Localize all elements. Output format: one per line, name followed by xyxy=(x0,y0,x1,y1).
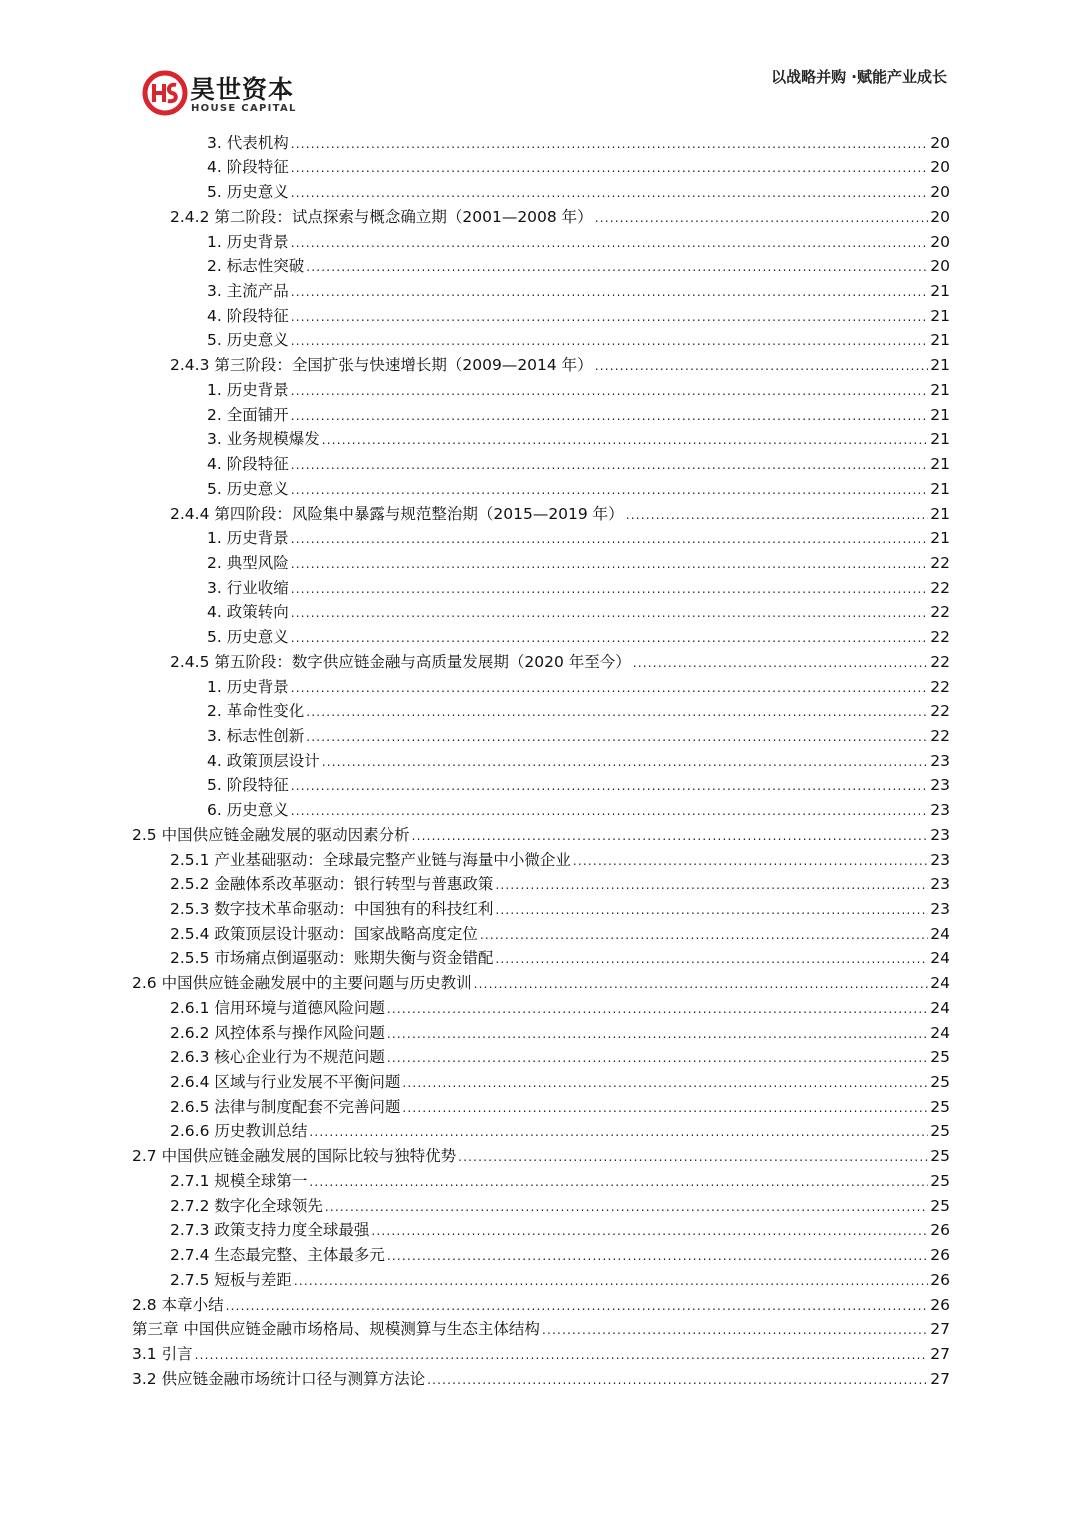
toc-entry[interactable] xyxy=(132,1242,950,1267)
toc-entry[interactable] xyxy=(132,501,950,526)
toc-entry[interactable] xyxy=(132,896,950,921)
toc-entry-label: 2.6.4 区域与行业发展不平衡问题 xyxy=(170,1073,401,1092)
toc-entry[interactable] xyxy=(132,130,950,155)
header-slogan: 以战略并购 ·赋能产业成长 xyxy=(771,68,947,86)
toc-entry-label: 2.5.3 数字技术革命驱动：中国独有的科技红利 xyxy=(170,900,494,918)
toc-entry[interactable] xyxy=(132,179,950,204)
toc-entry-label: 2.6.3 核心企业行为不规范问题 xyxy=(170,1048,385,1067)
toc-dot-leader xyxy=(402,1100,928,1116)
toc-entry-page: 21 xyxy=(930,430,950,449)
toc-entry-label: 2.7 中国供应链金融发展的国际比较与独特优势 xyxy=(132,1147,457,1166)
toc-dot-leader xyxy=(291,408,929,424)
toc-entry-page: 26 xyxy=(930,1246,950,1265)
toc-entry[interactable] xyxy=(132,254,950,279)
toc-entry[interactable] xyxy=(132,1119,950,1144)
toc-entry-page: 23 xyxy=(930,801,950,820)
toc-entry-page: 22 xyxy=(930,553,950,572)
toc-entry-page: 27 xyxy=(930,1369,950,1388)
toc-entry[interactable] xyxy=(132,822,950,847)
toc-dot-leader xyxy=(291,457,929,473)
toc-entry-page: 22 xyxy=(930,578,950,597)
toc-entry-label: 第三章 中国供应链金融市场格局、规模测算与生态主体结构 xyxy=(132,1320,540,1339)
toc-entry-label: 2.7.2 数字化全球领先 xyxy=(170,1196,323,1215)
toc-entry[interactable] xyxy=(132,1218,950,1243)
toc-entry-page: 25 xyxy=(930,1122,950,1141)
toc-entry-label: 2.4.4 第四阶段：风险集中暴露与规范整治期（2015—2019 年） xyxy=(170,504,624,523)
toc-entry[interactable] xyxy=(132,970,950,995)
toc-entry-label: 5. 阶段特征 xyxy=(207,776,289,795)
toc-entry-page: 25 xyxy=(930,1196,950,1215)
toc-entry-label: 4. 政策顶层设计 xyxy=(207,751,320,770)
toc-entry-label: 3. 代表机构 xyxy=(207,133,289,152)
toc-entry-label: 1. 历史背景 xyxy=(207,529,289,548)
toc-entry-label: 3.1 引言 xyxy=(132,1344,193,1363)
toc-dot-leader xyxy=(195,1347,929,1363)
toc-entry-label: 2.6.1 信用环境与道德风险问题 xyxy=(170,998,385,1017)
toc-dot-leader xyxy=(458,1149,928,1165)
toc-dot-leader xyxy=(322,432,929,448)
toc-entry-label: 5. 历史意义 xyxy=(207,479,289,498)
toc-entry-label: 4. 阶段特征 xyxy=(207,306,289,325)
toc-dot-leader xyxy=(226,1298,929,1314)
toc-entry-page: 25 xyxy=(930,1073,950,1092)
toc-entry-label: 5. 历史意义 xyxy=(207,331,289,350)
toc-entry-label: 2.4.2 第二阶段：试点探索与概念确立期（2001—2008 年） xyxy=(170,207,593,226)
toc-dot-leader xyxy=(427,1372,928,1388)
toc-dot-leader xyxy=(387,1050,928,1066)
toc-dot-leader xyxy=(322,754,929,770)
toc-dot-leader xyxy=(291,680,929,696)
toc-entry[interactable] xyxy=(132,1317,950,1342)
toc-dot-leader xyxy=(306,729,928,745)
toc-dot-leader xyxy=(291,333,929,349)
toc-entry-label: 2. 典型风险 xyxy=(207,553,289,572)
toc-entry-page: 26 xyxy=(930,1270,950,1289)
toc-entry-page: 21 xyxy=(930,380,950,399)
toc-entry[interactable] xyxy=(132,1045,950,1070)
toc-entry[interactable] xyxy=(132,278,950,303)
toc-entry-page: 21 xyxy=(930,356,950,375)
toc-dot-leader xyxy=(387,1001,928,1017)
toc-dot-leader xyxy=(291,605,929,621)
toc-entry-page: 22 xyxy=(930,652,950,671)
toc-entry-label: 3. 业务规模爆发 xyxy=(207,430,320,449)
page-header xyxy=(0,0,1080,125)
toc-dot-leader xyxy=(291,284,929,300)
toc-entry-label: 2.5.1 产业基础驱动：全球最完整产业链与海量中小微企业 xyxy=(170,850,571,869)
toc-entry-page: 22 xyxy=(930,726,950,745)
toc-dot-leader xyxy=(291,482,929,498)
toc-entry-page: 23 xyxy=(930,751,950,770)
toc-entry[interactable] xyxy=(132,1094,950,1119)
toc-entry-page: 20 xyxy=(930,257,950,276)
toc-dot-leader xyxy=(306,704,928,720)
toc-entry-label: 2.5.4 政策顶层设计驱动：国家战略高度定位 xyxy=(170,924,478,943)
toc-dot-leader xyxy=(495,951,928,967)
toc-entry[interactable] xyxy=(132,155,950,180)
toc-entry-page: 23 xyxy=(930,850,950,869)
toc-dot-leader xyxy=(387,1026,928,1042)
toc-entry-label: 2.8 本章小结 xyxy=(132,1295,224,1314)
toc-entry[interactable] xyxy=(132,748,950,773)
toc-entry-label: 2.6.5 法律与制度配套不完善问题 xyxy=(170,1097,401,1116)
toc-entry-page: 27 xyxy=(930,1320,950,1339)
toc-dot-leader xyxy=(291,160,929,176)
toc-dot-leader xyxy=(291,309,929,325)
toc-entry[interactable] xyxy=(132,1366,950,1391)
toc-entry-page: 26 xyxy=(930,1221,950,1240)
toc-entry-label: 3. 标志性创新 xyxy=(207,726,305,745)
toc-dot-leader xyxy=(402,1075,928,1091)
toc-entry-label: 4. 阶段特征 xyxy=(207,158,289,177)
toc-entry[interactable] xyxy=(132,352,950,377)
toc-entry-page: 22 xyxy=(930,702,950,721)
toc-entry-label: 2. 革命性变化 xyxy=(207,702,305,721)
toc-entry-label: 2.7.1 规模全球第一 xyxy=(170,1171,308,1190)
toc-dot-leader xyxy=(595,358,929,374)
toc-entry-page: 23 xyxy=(930,900,950,918)
toc-entry-label: 2.5.2 金融体系改革驱动：银行转型与普惠政策 xyxy=(170,875,494,894)
toc-entry-label: 6. 历史意义 xyxy=(207,801,289,820)
toc-entry[interactable] xyxy=(132,674,950,699)
toc-dot-leader xyxy=(371,1223,928,1239)
toc-entry-page: 25 xyxy=(930,1048,950,1067)
toc-dot-leader xyxy=(291,136,929,152)
toc-entry-page: 21 xyxy=(930,331,950,350)
toc-dot-leader xyxy=(291,235,929,251)
toc-entry-page: 22 xyxy=(930,628,950,647)
toc-entry-label: 1. 历史背景 xyxy=(207,677,289,696)
toc-dot-leader xyxy=(573,853,928,869)
toc-dot-leader xyxy=(306,259,928,275)
house-capital-logo xyxy=(142,70,312,120)
toc-dot-leader xyxy=(294,1273,928,1289)
toc-dot-leader xyxy=(626,507,929,523)
toc-entry-label: 3.2 供应链金融市场统计口径与测算方法论 xyxy=(132,1369,426,1388)
toc-entry[interactable] xyxy=(132,946,950,971)
logo-chinese-text: 昊世资本 xyxy=(190,75,295,104)
toc-dot-leader xyxy=(309,1124,928,1140)
toc-entry-page: 21 xyxy=(930,479,950,498)
toc-entry-page: 20 xyxy=(930,158,950,177)
toc-dot-leader xyxy=(291,383,929,399)
toc-dot-leader xyxy=(633,655,929,671)
toc-entry[interactable] xyxy=(132,847,950,872)
toc-entry-page: 20 xyxy=(930,232,950,251)
toc-entry-label: 1. 历史背景 xyxy=(207,232,289,251)
toc-entry[interactable] xyxy=(132,451,950,476)
toc-entry[interactable] xyxy=(132,600,950,625)
toc-entry-page: 26 xyxy=(930,1295,950,1314)
toc-dot-leader xyxy=(595,210,929,226)
toc-entry-label: 2. 全面铺开 xyxy=(207,405,289,424)
toc-entry-page: 21 xyxy=(930,529,950,548)
toc-entry-page: 20 xyxy=(930,133,950,152)
toc-entry[interactable] xyxy=(132,377,950,402)
toc-entry-label: 4. 政策转向 xyxy=(207,603,289,622)
toc-entry[interactable] xyxy=(132,476,950,501)
toc-entry-page: 21 xyxy=(930,455,950,474)
toc-dot-leader xyxy=(291,630,929,646)
toc-dot-leader xyxy=(412,828,929,844)
toc-dot-leader xyxy=(291,531,929,547)
toc-entry-label: 1. 历史背景 xyxy=(207,380,289,399)
toc-entry[interactable] xyxy=(132,1267,950,1292)
toc-dot-leader xyxy=(291,556,929,572)
toc-dot-leader xyxy=(291,581,929,597)
toc-entry[interactable] xyxy=(132,1292,950,1317)
toc-entry[interactable] xyxy=(132,550,950,575)
toc-entry-label: 3. 主流产品 xyxy=(207,282,289,301)
toc-entry[interactable] xyxy=(132,575,950,600)
toc-entry-label: 2.6.2 风控体系与操作风险问题 xyxy=(170,1023,385,1042)
toc-entry[interactable] xyxy=(132,1020,950,1045)
toc-entry[interactable] xyxy=(132,1069,950,1094)
toc-entry[interactable] xyxy=(132,872,950,897)
toc-entry[interactable] xyxy=(132,995,950,1020)
toc-entry[interactable] xyxy=(132,1168,950,1193)
toc-entry[interactable] xyxy=(132,699,950,724)
toc-entry[interactable] xyxy=(132,797,950,822)
toc-entry-page: 22 xyxy=(930,677,950,696)
toc-entry[interactable] xyxy=(132,1143,950,1168)
toc-entry[interactable] xyxy=(132,229,950,254)
toc-entry-page: 21 xyxy=(930,504,950,523)
toc-entry-page: 21 xyxy=(930,306,950,325)
toc-entry-label: 2.4.3 第三阶段：全国扩张与快速增长期（2009—2014 年） xyxy=(170,356,593,375)
toc-entry-label: 2.4.5 第五阶段：数字供应链金融与高质量发展期（2020 年至今） xyxy=(170,652,631,671)
toc-entry-page: 24 xyxy=(930,924,950,943)
toc-entry-page: 24 xyxy=(930,949,950,968)
toc-entry-label: 5. 历史意义 xyxy=(207,628,289,647)
toc-entry-page: 21 xyxy=(930,405,950,424)
table-of-contents xyxy=(132,130,950,1391)
toc-entry[interactable] xyxy=(132,1193,950,1218)
toc-entry-page: 23 xyxy=(930,875,950,894)
toc-entry-label: 5. 历史意义 xyxy=(207,183,289,202)
toc-entry[interactable] xyxy=(132,526,950,551)
logo-mark-icon xyxy=(142,70,188,116)
toc-entry-page: 24 xyxy=(930,974,950,993)
toc-entry-page: 23 xyxy=(930,825,950,844)
toc-entry-label: 4. 阶段特征 xyxy=(207,455,289,474)
toc-entry-label: 2.5.5 市场痛点倒逼驱动：账期失衡与资金错配 xyxy=(170,949,494,968)
toc-dot-leader xyxy=(474,976,929,992)
toc-dot-leader xyxy=(309,1174,928,1190)
toc-entry[interactable] xyxy=(132,328,950,353)
toc-entry-page: 25 xyxy=(930,1147,950,1166)
toc-entry[interactable] xyxy=(132,773,950,798)
toc-entry-label: 2.7.5 短板与差距 xyxy=(170,1270,292,1289)
toc-entry[interactable] xyxy=(132,204,950,229)
toc-entry-page: 21 xyxy=(930,282,950,301)
toc-entry[interactable] xyxy=(132,402,950,427)
toc-entry-label: 2.6.6 历史教训总结 xyxy=(170,1122,308,1141)
toc-entry[interactable] xyxy=(132,1341,950,1366)
toc-dot-leader xyxy=(325,1199,928,1215)
toc-dot-leader xyxy=(495,877,928,893)
toc-dot-leader xyxy=(480,927,928,943)
toc-entry-label: 2.5 中国供应链金融发展的驱动因素分析 xyxy=(132,825,410,844)
toc-entry-label: 2.6 中国供应链金融发展中的主要问题与历史教训 xyxy=(132,974,472,993)
logo-english-text: HOUSE CAPITAL xyxy=(191,103,297,114)
toc-entry-label: 2.7.3 政策支持力度全球最强 xyxy=(170,1221,370,1240)
toc-entry-page: 23 xyxy=(930,776,950,795)
toc-entry-page: 20 xyxy=(930,207,950,226)
toc-entry[interactable] xyxy=(132,303,950,328)
toc-entry-page: 22 xyxy=(930,603,950,622)
toc-dot-leader xyxy=(387,1248,928,1264)
toc-entry[interactable] xyxy=(132,427,950,452)
toc-dot-leader xyxy=(291,803,929,819)
toc-entry-label: 2.7.4 生态最完整、主体最多元 xyxy=(170,1246,385,1265)
toc-entry[interactable] xyxy=(132,921,950,946)
toc-dot-leader xyxy=(291,185,929,201)
toc-dot-leader xyxy=(291,778,929,794)
toc-entry-page: 20 xyxy=(930,183,950,202)
toc-dot-leader xyxy=(542,1322,928,1338)
toc-entry[interactable] xyxy=(132,723,950,748)
toc-entry-label: 3. 行业收缩 xyxy=(207,578,289,597)
toc-entry-page: 24 xyxy=(930,1023,950,1042)
toc-entry-page: 25 xyxy=(930,1097,950,1116)
toc-entry[interactable] xyxy=(132,649,950,674)
toc-entry-page: 25 xyxy=(930,1171,950,1190)
toc-dot-leader xyxy=(495,902,928,918)
toc-entry-label: 2. 标志性突破 xyxy=(207,257,305,276)
toc-entry-page: 24 xyxy=(930,998,950,1017)
toc-entry-page: 27 xyxy=(930,1344,950,1363)
toc-entry[interactable] xyxy=(132,624,950,649)
